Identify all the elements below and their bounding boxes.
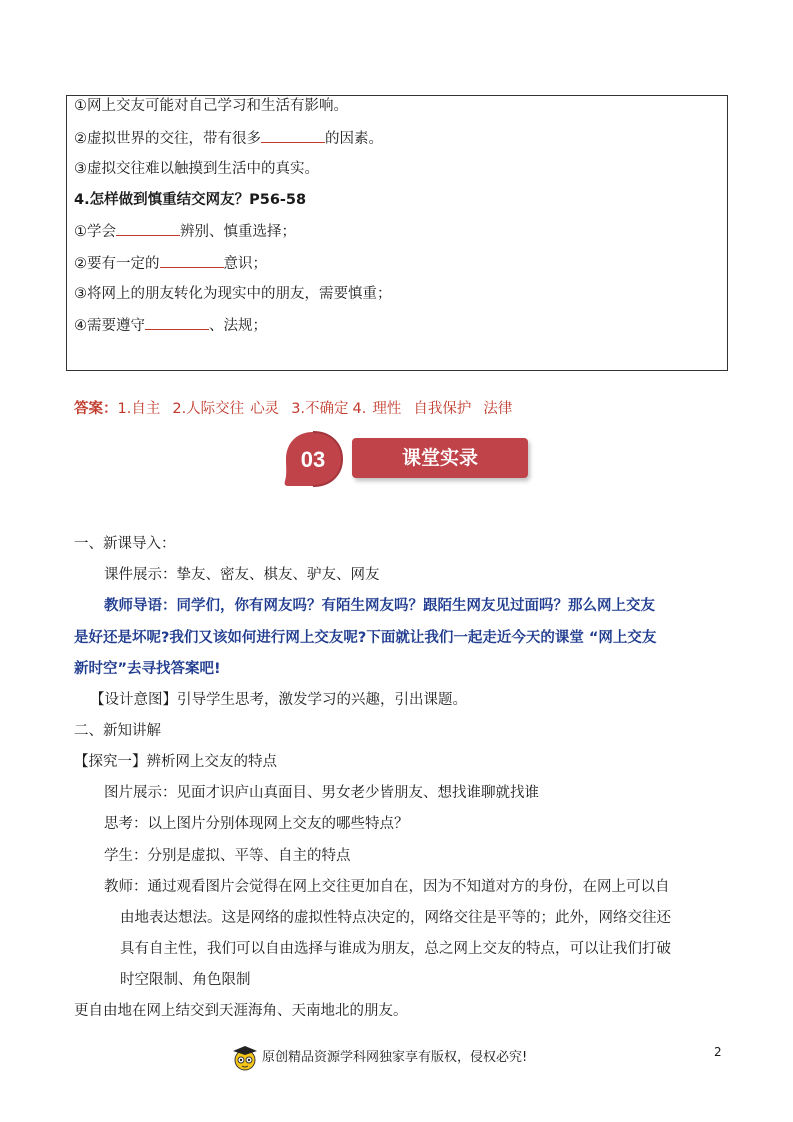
answer-item: 3.不确定 [291, 401, 349, 417]
teacher-intro-line-1: 教师导语：同学们，你有网友吗？有陌生网友吗？跟陌生网友见过面吗？那么网上交友 [104, 598, 655, 614]
answer-item: 法律 [483, 401, 513, 417]
answer-item: 心灵 [250, 401, 280, 417]
box-line-8 [74, 315, 267, 336]
page-number: 2 [714, 1045, 722, 1059]
graduate-mascot-icon [230, 1042, 260, 1072]
picture-display: 图片展示：见面才识庐山真面目、男女老少皆朋友、想找谁聊就找谁 [104, 785, 539, 801]
box-line-7: ③将网上的朋友转化为现实中的朋友，需要慎重； [74, 286, 392, 302]
teacher-intro-line-2: 是好还是坏呢?我们又该如何进行网上交友呢?下面就让我们一起走近今天的课堂 “网上交友 [74, 630, 657, 646]
box-line-5 [74, 221, 296, 242]
answer-item: 4. [352, 401, 367, 417]
box-line-8a: ④需要遵守 [74, 318, 145, 334]
section-title: 课堂实录 [352, 438, 528, 478]
fill-blank [145, 315, 209, 330]
fill-blank [261, 128, 325, 143]
box-line-8b: 、法规； [209, 318, 267, 334]
fill-blank [160, 253, 224, 268]
teacher-intro-line-3: 新时空”去寻找答案吧! [74, 661, 221, 677]
answer-label: 答案： [74, 401, 118, 417]
answer-item: 2.人际交往 [172, 401, 245, 417]
box-line-5b: 辨别、慎重选择； [180, 224, 296, 240]
box-line-6a: ②要有一定的 [74, 256, 160, 272]
teacher-explain-line-2: 由地表达想法。这是网络的虚拟性特点决定的，网络交往是平等的；此外，网络交往还 [120, 910, 671, 926]
student-answer: 学生：分别是虚拟、平等、自主的特点 [104, 848, 351, 864]
teacher-explain-line-1: 教师：通过观看图片会觉得在网上交往更加自在，因为不知道对方的身份，在网上可以自 [104, 879, 670, 895]
closing-line: 更自由地在网上结交到天涯海角、天南地北的朋友。 [74, 1003, 408, 1019]
answer-item: 1.自主 [117, 401, 161, 417]
box-line-6 [74, 253, 267, 274]
teacher-explain-line-3: 具有自主性，我们可以自由选择与谁成为朋友，总之网上交友的特点，可以让我们打破 [120, 941, 671, 957]
heading-new-knowledge: 二、新知讲解 [74, 723, 161, 739]
think-question: 思考：以上图片分别体现网上交友的哪些特点？ [104, 816, 409, 832]
teacher-explain-line-4: 时空限制、角色限制 [120, 972, 251, 988]
courseware-display: 课件展示：挚友、密友、棋友、驴友、网友 [104, 567, 380, 583]
answer-key [74, 399, 524, 419]
section-number: 03 [300, 447, 326, 472]
explore-one: 【探究一】辨析网上交友的特点 [74, 754, 277, 770]
section-number-badge [282, 428, 344, 490]
answer-item: 理性 [372, 401, 402, 417]
box-line-1: ①网上交友可能对自己学习和生活有影响。 [74, 98, 348, 114]
heading-intro: 一、新课导入： [74, 536, 176, 552]
box-line-5a: ①学会 [74, 224, 116, 240]
box-line-3: ③虚拟交往难以触摸到生活中的真实。 [74, 161, 319, 177]
copyright-notice: 原创精品资源学科网独家享有版权，侵权必究! [262, 1050, 528, 1065]
answer-item: 自我保护 [413, 401, 472, 417]
box-question-4: 4.怎样做到慎重结交网友？P56-58 [74, 192, 307, 208]
box-line-6b: 意识； [223, 256, 267, 272]
box-line-2a: ②虚拟世界的交往，带有很多 [74, 131, 261, 147]
box-line-2b: 的因素。 [325, 131, 383, 147]
fill-blank [116, 221, 180, 236]
design-intent: 【设计意图】引导学生思考，激发学习的兴趣，引出课题。 [90, 692, 467, 708]
box-line-2 [74, 128, 383, 149]
